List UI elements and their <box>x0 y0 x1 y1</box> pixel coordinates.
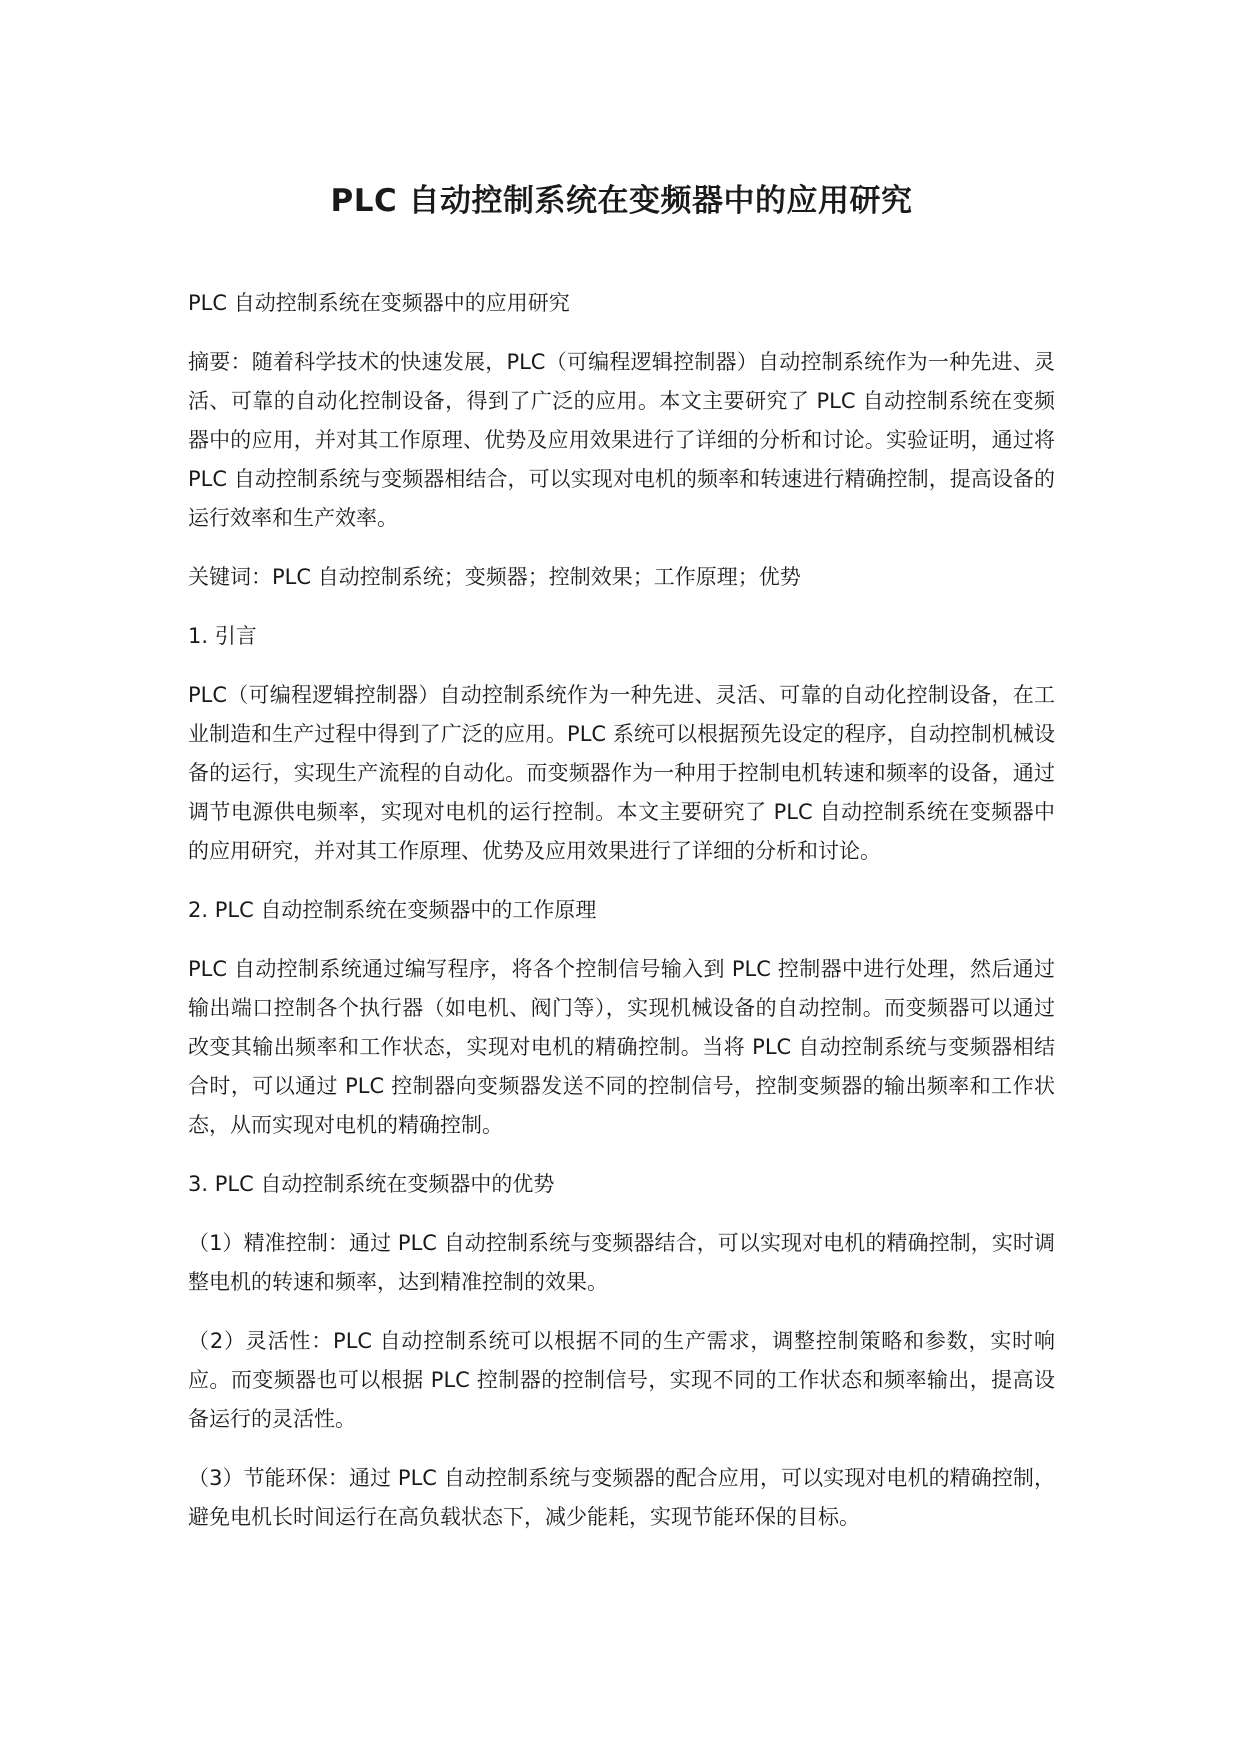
keywords-paragraph: 关键词：PLC 自动控制系统；变频器；控制效果；工作原理；优势 <box>188 565 801 589</box>
introduction-paragraph: PLC（可编程逻辑控制器）自动控制系统作为一种先进、灵活、可靠的自动化控制设备，在工业制造和生产过程中得到了广泛的应用。PLC 系统可以根据预先设定的程序，自动控制机械设备的运行，实现生产流程的自动化。而变频器作为一种用于控制电机转速和频率的设备，通过调节电源供电频率，实现对电机的运行控制。本文主要研究了 PLC 自动控制系统在变频器中的应用研究，并对其工作原理、优势及应用效果进行了详细的分析和讨论。 <box>188 683 1055 863</box>
advantage-item-precise-control: （1）精准控制：通过 PLC 自动控制系统与变频器结合，可以实现对电机的精确控制，实时调整电机的转速和频率，达到精准控制的效果。 <box>188 1231 1055 1294</box>
section-heading-working-principle: 2. PLC 自动控制系统在变频器中的工作原理 <box>188 898 597 922</box>
document-title: PLC 自动控制系统在变频器中的应用研究 <box>330 183 913 219</box>
advantage-item-flexibility: （2）灵活性：PLC 自动控制系统可以根据不同的生产需求，调整控制策略和参数，实时响应。而变频器也可以根据 PLC 控制器的控制信号，实现不同的工作状态和频率输出，提高设备运行的灵活性。 <box>188 1329 1055 1431</box>
section-heading-advantages: 3. PLC 自动控制系统在变频器中的优势 <box>188 1172 555 1196</box>
section-heading-introduction: 1. 引言 <box>188 624 257 648</box>
subtitle-paragraph: PLC 自动控制系统在变频器中的应用研究 <box>188 291 570 315</box>
advantage-item-energy-saving: （3）节能环保：通过 PLC 自动控制系统与变频器的配合应用，可以实现对电机的精确控制，避免电机长时间运行在高负载状态下，减少能耗，实现节能环保的目标。 <box>188 1466 1055 1529</box>
working-principle-paragraph: PLC 自动控制系统通过编写程序，将各个控制信号输入到 PLC 控制器中进行处理，然后通过输出端口控制各个执行器（如电机、阀门等），实现机械设备的自动控制。而变频器可以通过改变其输出频率和工作状态，实现对电机的精确控制。当将 PLC 自动控制系统与变频器相结合时，可以通过 PLC 控制器向变频器发送不同的控制信号，控制变频器的输出频率和工作状态，从而实现对电机的精确控制。 <box>188 957 1055 1137</box>
abstract-paragraph: 摘要：随着科学技术的快速发展，PLC（可编程逻辑控制器）自动控制系统作为一种先进、灵活、可靠的自动化控制设备，得到了广泛的应用。本文主要研究了 PLC 自动控制系统在变频器中的应用，并对其工作原理、优势及应用效果进行了详细的分析和讨论。实验证明，通过将 PLC 自动控制系统与变频器相结合，可以实现对电机的频率和转速进行精确控制，提高设备的运行效率和生产效率。 <box>188 350 1055 530</box>
